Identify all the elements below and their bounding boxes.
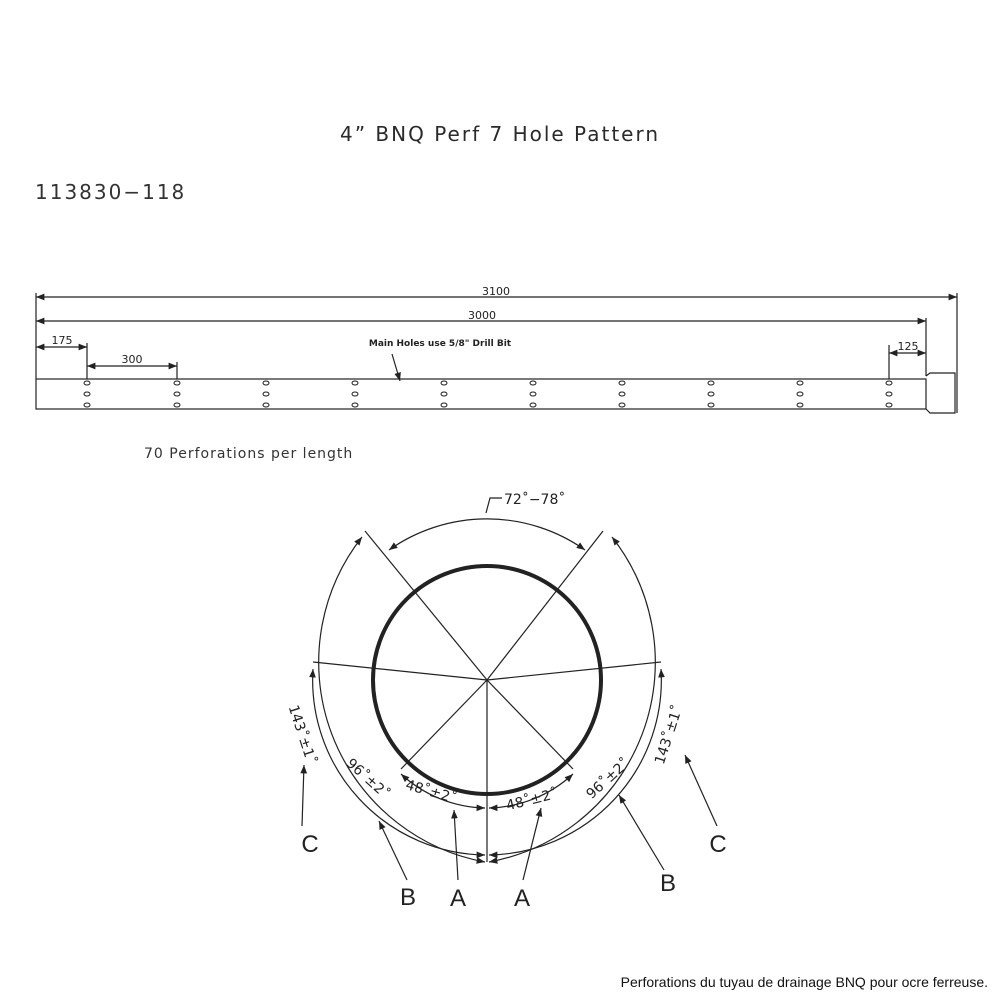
- leader-c-right: [685, 755, 717, 826]
- arc-top-angle: [389, 519, 585, 550]
- callout-b-left: B: [399, 884, 417, 911]
- perforations-note: 70 Perforations per length: [144, 446, 354, 462]
- angle-b-left: 96˚±2˚: [342, 755, 393, 803]
- angle-b-right: 96˚±2˚: [583, 755, 634, 803]
- hole-column: [84, 381, 90, 407]
- angle-c-left: 143˚±1˚: [284, 703, 319, 767]
- leader-a-left: [454, 810, 458, 880]
- leader-b-left: [379, 821, 407, 880]
- dim-175: 175: [51, 334, 73, 347]
- drill-note-leader: [392, 354, 400, 381]
- pipe-body: [36, 379, 926, 409]
- dim-3100: 3100: [482, 285, 510, 298]
- angle-a-left: 48˚±2˚: [403, 777, 459, 808]
- dim-125: 125: [897, 340, 919, 353]
- dim-300: 300: [121, 353, 143, 366]
- dim-3000: 3000: [468, 309, 496, 322]
- callout-a-left: A: [449, 885, 467, 912]
- hole-column: [619, 381, 625, 407]
- arc-b-right: [489, 669, 661, 855]
- radial-line: [401, 680, 487, 769]
- hole-column: [174, 381, 180, 407]
- radial-line: [487, 662, 661, 680]
- pipe-bell-end: [926, 373, 955, 413]
- hole-column: [797, 381, 803, 407]
- hole-column: [530, 381, 536, 407]
- radial-line: [365, 531, 487, 680]
- part-number: 113830−118: [35, 180, 187, 204]
- leader-b-right: [619, 795, 664, 870]
- caption: Perforations du tuyau de drainage BNQ pour ocre ferreuse.: [620, 974, 988, 990]
- arc-c-left: [319, 537, 485, 862]
- radial-line: [487, 680, 573, 769]
- hole-column: [886, 381, 892, 407]
- hole-column: [263, 381, 269, 407]
- hole-column: [708, 381, 714, 407]
- callout-c-left: C: [301, 831, 319, 858]
- leader-a-right: [523, 808, 541, 880]
- callout-c-right: C: [709, 831, 727, 858]
- radial-line: [487, 531, 603, 680]
- angle-c-right: 143˚±1˚: [652, 703, 687, 767]
- hole-column: [441, 381, 447, 407]
- pipe-cross-section: [302, 498, 717, 880]
- top-angle-label: 72˚−78˚: [504, 492, 566, 508]
- drawing-title: 4” BNQ Perf 7 Hole Pattern: [339, 122, 661, 146]
- radial-line: [313, 662, 487, 680]
- callout-b-right: B: [659, 870, 677, 897]
- hole-pattern: [84, 381, 892, 407]
- angle-a-right: 48˚±2˚: [504, 786, 560, 815]
- top-angle-leader: [486, 498, 502, 513]
- drill-note: Main Holes use 5/8" Drill Bit: [368, 339, 512, 349]
- leader-c-left: [302, 765, 304, 826]
- callout-a-right: A: [513, 885, 531, 912]
- hole-column: [352, 381, 358, 407]
- arc-b-left: [313, 669, 485, 855]
